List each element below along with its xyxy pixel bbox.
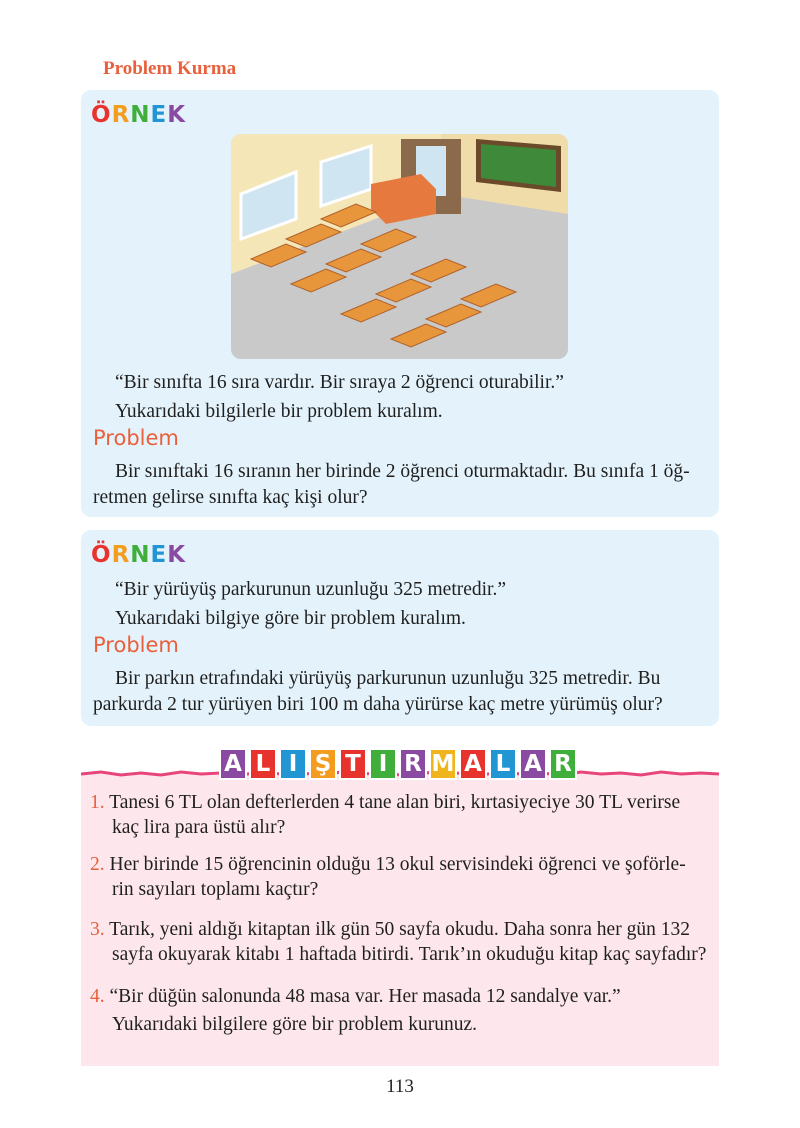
banner-letter-tile: L bbox=[249, 748, 277, 780]
banner-letter-tile: A bbox=[459, 748, 487, 780]
ornek-letter: E bbox=[150, 102, 168, 128]
banner-letter-tile: A bbox=[519, 748, 547, 780]
exercise-line1: Tarık, yeni aldığı kitaptan ilk gün 50 sayfa okudu. Daha sonra her gün 132 bbox=[109, 919, 690, 940]
ornek-letter: Ö bbox=[91, 542, 112, 568]
ornek-letter: R bbox=[111, 102, 131, 128]
example1-problem-line2: retmen gelirse sınıfta kaç kişi olur? bbox=[93, 487, 368, 508]
ornek-label-2 bbox=[91, 542, 186, 568]
example2-instruction: Yukarıdaki bilgiye göre bir problem kuralım. bbox=[115, 608, 466, 629]
problem-label-1: Problem bbox=[93, 426, 179, 450]
exercise-number: 2. bbox=[90, 854, 105, 875]
ornek-letter: Ö bbox=[91, 102, 112, 128]
exercise-3-line2: sayfa okuyarak kitabı 1 haftada bitirdi. Tarık’ın okuduğu kitap kaç sayfadır? bbox=[112, 944, 707, 965]
banner-letter-tile: R bbox=[399, 748, 427, 780]
exercise-line1: Tanesi 6 TL olan defterlerden 4 tane alan biri, kırtasiyeciye 30 TL verirse bbox=[109, 792, 681, 813]
ornek-letter: N bbox=[130, 542, 151, 568]
ornek-letter: N bbox=[130, 102, 151, 128]
problem-label-2: Problem bbox=[93, 633, 179, 657]
banner-letter-tile: L bbox=[489, 748, 517, 780]
example2-problem-line2: parkurda 2 tur yürüyen biri 100 m daha yürürse kaç metre yürümüş olur? bbox=[93, 694, 663, 715]
example1-quote: “Bir sınıfta 16 sıra vardır. Bir sıraya 2 öğrenci oturabilir.” bbox=[115, 372, 564, 393]
example2-quote: “Bir yürüyüş parkurunun uzunluğu 325 metredir.” bbox=[115, 579, 506, 600]
exercise-item-4 bbox=[90, 983, 621, 1011]
banner-letter-tile: I bbox=[369, 748, 397, 780]
ornek-letter: R bbox=[111, 542, 131, 568]
exercise-item-1 bbox=[90, 789, 680, 817]
example1-problem-line1: Bir sınıftaki 16 sıranın her birinde 2 öğrenci oturmaktadır. Bu sınıfa 1 öğ- bbox=[115, 461, 690, 482]
exercise-2-line2: rin sayıları toplamı kaçtır? bbox=[112, 879, 319, 900]
banner-letter-tile: Ş bbox=[309, 748, 337, 780]
page-number: 113 bbox=[386, 1076, 414, 1097]
banner-letter-tile: I bbox=[279, 748, 307, 780]
exercise-line1: Her birinde 15 öğrencinin olduğu 13 okul servisindeki öğrenci ve şoförle- bbox=[109, 854, 686, 875]
banner-letter-tile: M bbox=[429, 748, 457, 780]
classroom-illustration bbox=[231, 134, 568, 359]
banner-letter-tile: R bbox=[549, 748, 577, 780]
example1-instruction: Yukarıdaki bilgilerle bir problem kuralım. bbox=[115, 401, 443, 422]
section-title: Problem Kurma bbox=[103, 58, 237, 79]
example2-problem-line1: Bir parkın etrafındaki yürüyüş parkurunun uzunluğu 325 metredir. Bu bbox=[115, 668, 661, 689]
ornek-label-1 bbox=[91, 102, 186, 128]
exercise-number: 1. bbox=[90, 792, 105, 813]
exercise-4-line2: Yukarıdaki bilgilere göre bir problem kurunuz. bbox=[112, 1014, 477, 1035]
banner-letter-tile: A bbox=[219, 748, 247, 780]
exercise-number: 3. bbox=[90, 919, 105, 940]
exercises-banner bbox=[219, 748, 577, 780]
exercise-number: 4. bbox=[90, 986, 105, 1007]
banner-letter-tile: T bbox=[339, 748, 367, 780]
exercise-1-line2: kaç lira para üstü alır? bbox=[112, 817, 286, 838]
exercise-item-2 bbox=[90, 851, 686, 879]
ornek-letter: K bbox=[167, 102, 187, 128]
exercise-line1: “Bir düğün salonunda 48 masa var. Her masada 12 sandalye var.” bbox=[109, 986, 621, 1007]
ornek-letter: K bbox=[167, 542, 187, 568]
ornek-letter: E bbox=[150, 542, 168, 568]
exercise-item-3 bbox=[90, 916, 690, 944]
